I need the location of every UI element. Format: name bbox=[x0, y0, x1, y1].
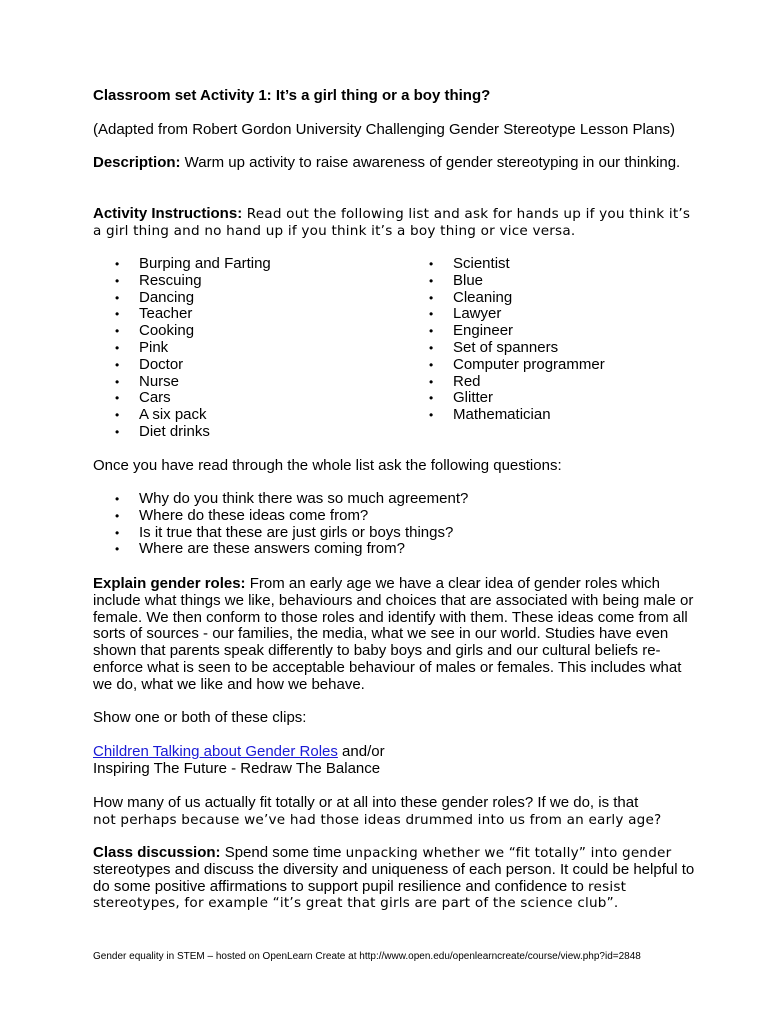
clips-paragraph bbox=[93, 744, 701, 778]
class-discussion-paragraph bbox=[93, 845, 701, 912]
class-discussion-text-4: resist stereotypes, for example “it’s great that girls are part of the science club”. bbox=[93, 878, 627, 912]
description-label: Description: bbox=[93, 154, 181, 171]
question-item: • Where do these ideas come from? bbox=[93, 508, 468, 525]
clip-link-children-talking[interactable]: Children Talking about Gender Roles bbox=[93, 743, 338, 760]
list-item: • Red bbox=[407, 374, 605, 391]
list-item: • Cars bbox=[93, 390, 271, 407]
question-item: • Why do you think there was so much agreement? bbox=[93, 491, 468, 508]
page-title: Classroom set Activity 1: It’s a girl thing or a boy thing? bbox=[93, 87, 491, 104]
class-discussion-text-2: unpacking whether we “fit totally” into gender bbox=[345, 845, 672, 861]
explain-text: From an early age we have a clear idea of gender roles which include what things we like, behaviours and choices that are associated with being male or female. We then conform to those roles and identify with them. These ideas come from all sorts of sources - our families, the media, what we see in our world. Studies have even shown that parents speak differently to baby boys and girls and our cultural beliefs re-enforce what is seen to be acceptable behaviour of males or females. This includes what we do, what we like and how we behave. bbox=[93, 575, 694, 693]
instructions-paragraph bbox=[93, 206, 701, 240]
list-item: • Burping and Farting bbox=[93, 256, 271, 273]
list-item: • Doctor bbox=[93, 357, 271, 374]
list-item: • Engineer bbox=[407, 323, 605, 340]
list-item: • Blue bbox=[407, 273, 605, 290]
class-discussion-text-1: Spend some time bbox=[220, 844, 346, 861]
list-item: • Mathematician bbox=[407, 407, 605, 424]
list-item: • Pink bbox=[93, 340, 271, 357]
question-item: • Where are these answers coming from? bbox=[93, 541, 468, 558]
reflection-line-1: How many of us actually fit totally or at all into these gender roles? If we do, is that bbox=[93, 794, 639, 811]
reflection-paragraph bbox=[93, 795, 701, 829]
class-discussion-label: Class discussion: bbox=[93, 844, 221, 861]
explain-label: Explain gender roles: bbox=[93, 575, 246, 592]
list-item: • Diet drinks bbox=[93, 424, 271, 441]
list-item: • Scientist bbox=[407, 256, 605, 273]
explain-paragraph bbox=[93, 576, 701, 694]
list-item: • Nurse bbox=[93, 374, 271, 391]
list-item: • Rescuing bbox=[93, 273, 271, 290]
list-item: • A six pack bbox=[93, 407, 271, 424]
reflection-line-2: not perhaps because we’ve had those ideas drummed into us from an early age? bbox=[93, 811, 662, 828]
page-footer: Gender equality in STEM – hosted on OpenLearn Create at http://www.open.edu/openlearncreate/course/view.php?id=2848 bbox=[93, 951, 641, 962]
bullet-list-left bbox=[93, 256, 271, 441]
questions-list bbox=[93, 491, 468, 558]
instructions-label: Activity Instructions: bbox=[93, 205, 243, 222]
list-item: • Glitter bbox=[407, 390, 605, 407]
and-or-text: and/or bbox=[337, 743, 385, 760]
questions-intro: Once you have read through the whole list ask the following questions: bbox=[93, 457, 562, 474]
clip-title-redraw-balance: Inspiring The Future - Redraw The Balance bbox=[93, 759, 381, 777]
description-text: Warm up activity to raise awareness of gender stereotyping in our thinking. bbox=[180, 154, 681, 171]
description-paragraph bbox=[93, 155, 701, 172]
list-item: • Computer programmer bbox=[407, 357, 605, 374]
list-item: • Cleaning bbox=[407, 290, 605, 307]
list-item: • Lawyer bbox=[407, 306, 605, 323]
source-note: (Adapted from Robert Gordon University Challenging Gender Stereotype Lesson Plans) bbox=[93, 121, 675, 138]
question-item: • Is it true that these are just girls or boys things? bbox=[93, 525, 468, 542]
instructions-text: Read out the following list and ask for hands up if you think it’s a girl thing and no hand up if you think it’s a boy thing or vice versa. bbox=[93, 206, 691, 239]
list-item: • Teacher bbox=[93, 306, 271, 323]
list-item: • Cooking bbox=[93, 323, 271, 340]
class-discussion-text-3: stereotypes and discuss the diversity and uniqueness of each person. It could be helpful to do some positive affirmations to support pupil resilience and confidence to bbox=[93, 860, 695, 895]
list-item: • Set of spanners bbox=[407, 340, 605, 357]
bullet-list-right bbox=[407, 256, 605, 424]
list-item: • Dancing bbox=[93, 290, 271, 307]
clips-intro: Show one or both of these clips: bbox=[93, 709, 307, 726]
